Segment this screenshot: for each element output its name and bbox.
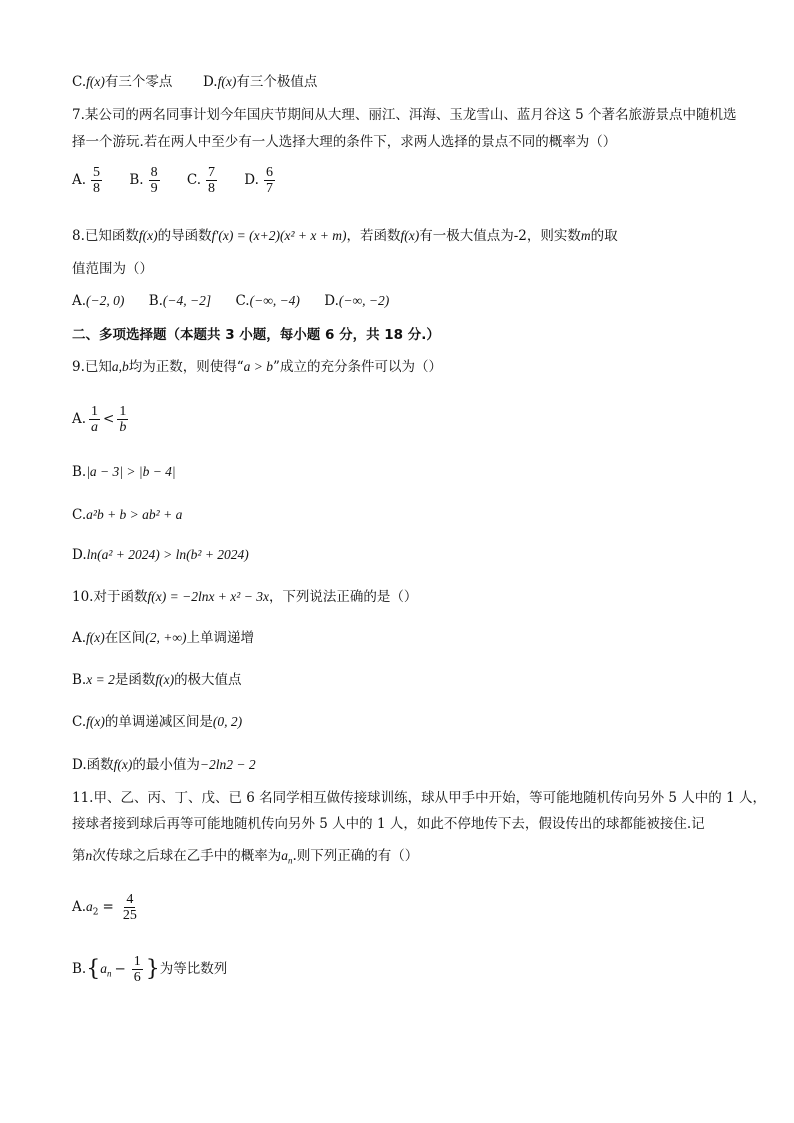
q6-options-cd [72,72,732,92]
q7-option-a[interactable]: A. $\frac{5}{8}$ [72,165,101,196]
fraction: $\frac{1}{b}$ [119,404,127,435]
q8-option-b[interactable]: B.(−4, −2] [148,293,212,309]
q9-option-c[interactable]: C.a²b + b > ab² + a [72,507,183,523]
fraction: $\frac{6}{7}$ [265,165,273,196]
fraction: $\frac{7}{8}$ [208,165,215,196]
q11-option-b[interactable]: $B.\{a_n$ − $\frac{1}{6}$ }为等比数列 [72,954,228,985]
q10-option-b[interactable]: B.x = 2是函数f(x)的极大值点 [72,672,242,688]
q6-option-d[interactable]: D.f(x)有三个极值点 [202,74,318,90]
q10-option-c[interactable]: C.f(x)的单调递减区间是(0, 2) [72,714,243,730]
q10-stem: 10.对于函数f(x) = −2lnx + x² − 3x，下列说法正确的是（） [72,589,418,605]
fraction: $\frac{1}{a}$ [91,404,99,435]
q7-option-b[interactable]: B. $\frac{8}{9}$ [129,165,158,196]
q11-stem-line1: 11.甲、乙、丙、丁、戊、已 6 名同学相互做传接球训练，球从甲手中开始，等可能地随机传向另外 5 人中的 1 人， [72,790,766,806]
q8-stem-line1: 8.已知函数f(x)的导函数f′(x) = (x+2)(x² + x + m)，若函数f(x)有一极大值点为-2，则实数m的取 [72,228,618,244]
q11-option-a[interactable]: $A.a_2$ = $\frac{4}{25}$ [72,892,137,923]
fraction: $\frac{8}{9}$ [150,165,158,196]
q9-option-b[interactable]: B.|a − 3| > |b − 4| [72,464,176,480]
q9-option-d[interactable]: D.ln(a² + 2024) > ln(b² + 2024) [72,547,249,563]
q11-stem-line2: 接球者接到球后再等可能地随机传向另外 5 人中的 1 人，如此不停地传下去，假设传出的球都能被接住.记 [72,816,705,832]
q8-option-a[interactable]: A.(−2, 0) [72,293,125,309]
q10-option-d[interactable]: D.函数f(x)的最小值为−2ln2 − 2 [72,757,256,773]
fraction: $\frac{4}{25}$ [122,892,137,923]
q11-stem-line3: 第n次传球之后球在乙手中的概率为$a_n$.则下列正确的有（） [72,848,419,866]
q10-option-a[interactable]: A.f(x)在区间(2, +∞)上单调递增 [72,630,255,646]
left-brace-glyph: { [86,956,101,982]
q7-stem-line2: 择一个游玩.若在两人中至少有一人选择大理的条件下，求两人选择的景点不同的概率为（） [72,134,617,150]
q8-option-c[interactable]: C.(−∞, −4) [235,293,300,309]
section-title-multiple-choice: 二、多项选择题（本题共 3 小题，每小题 6 分，共 18 分.） [72,327,440,343]
q7-option-c[interactable]: C. $\frac{7}{8}$ [186,165,215,196]
q8-stem-line2: 值范围为（） [72,261,153,277]
right-brace-glyph: } [145,956,160,982]
q7-option-d[interactable]: D. $\frac{6}{7}$ [244,165,273,196]
q6-option-c[interactable]: C.f(x)有三个零点 [72,74,173,90]
q9-stem: 9.已知a,b均为正数，则使得“a > b”成立的充分条件可以为（） [72,359,442,375]
fraction: $\frac{5}{8}$ [93,165,101,196]
q7-options [72,162,732,198]
q8-options [72,291,732,311]
q7-stem-line1: 7.某公司的两名同事计划今年国庆节期间从大理、丽江、洱海、玉龙雪山、蓝月谷这 5 个著名旅游景点中随机选 [72,107,737,123]
fraction: $\frac{1}{6}$ [133,954,141,985]
q9-option-a[interactable]: A. $\frac{1}{a}$ < $\frac{1}{b}$ [72,404,127,435]
q8-option-d[interactable]: D.(−∞, −2) [324,293,390,309]
